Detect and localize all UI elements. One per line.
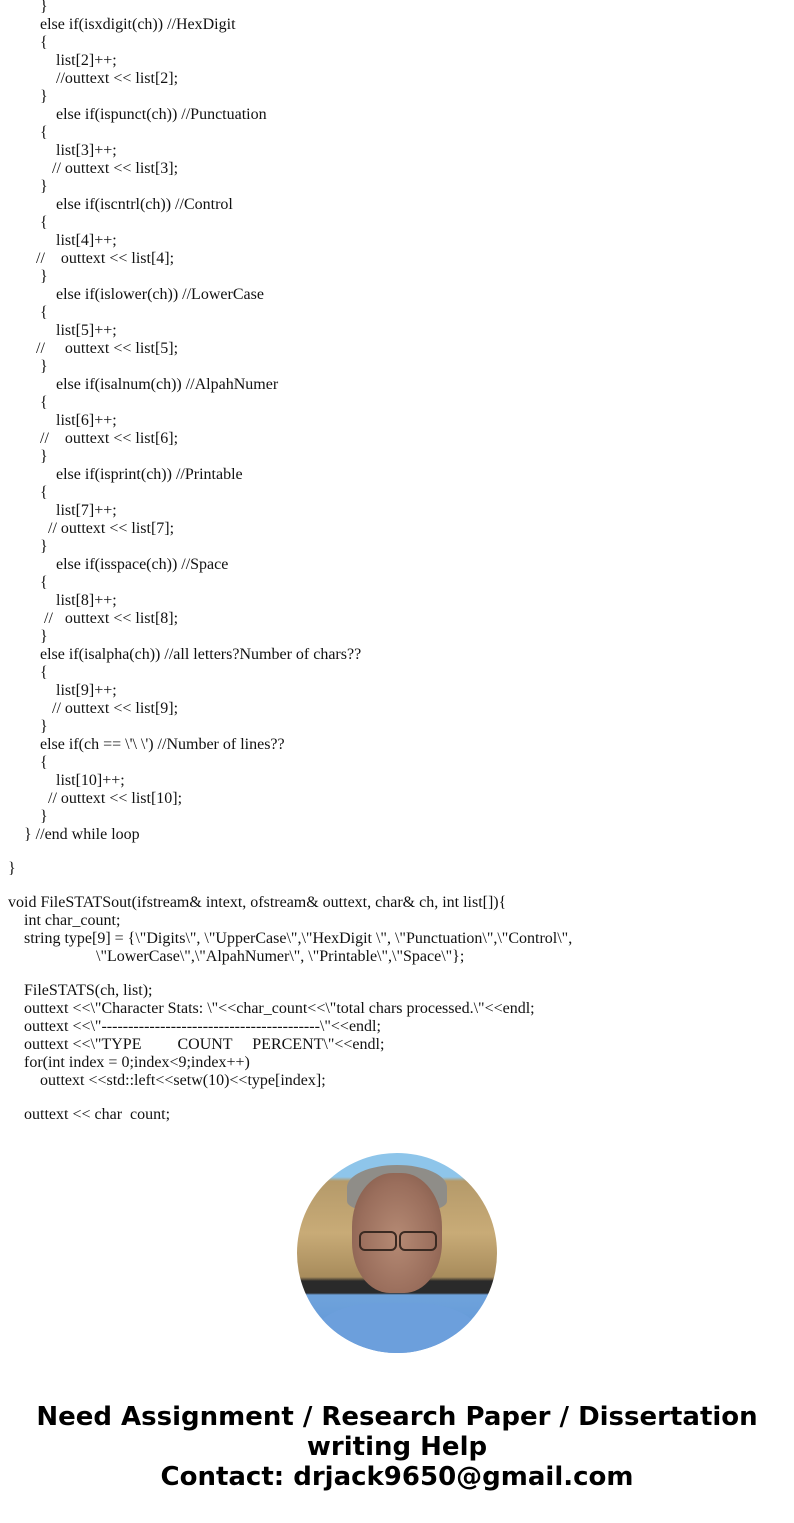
code-line: // outtext << list[9];: [52, 700, 179, 717]
code-line: list[4]++;: [56, 232, 117, 249]
avatar-shirt: [317, 1303, 477, 1353]
code-line: }: [40, 628, 48, 645]
code-line: else if(isxdigit(ch)) //HexDigit: [40, 16, 236, 33]
code-line: {: [40, 304, 48, 321]
author-avatar: [297, 1153, 497, 1353]
code-line: }: [40, 808, 48, 825]
code-line: {: [40, 394, 48, 411]
code-line: void FileSTATSout(ifstream& intext, ofstream& outtext, char& ch, int list[]){: [8, 894, 507, 911]
code-line: }: [40, 358, 48, 375]
code-line: outtext <<\"Character Stats: \"<<char_count<<\"total chars processed.\"<<endl;: [24, 1000, 535, 1017]
avatar-glasses: [357, 1231, 437, 1249]
code-line: // outtext << list[6];: [40, 430, 179, 447]
code-line: }: [40, 88, 48, 105]
code-line: outtext <<std::left<<setw(10)<<type[index];: [40, 1072, 326, 1089]
code-line: // outtext << list[3];: [52, 160, 179, 177]
banner-line-1: Need Assignment / Research Paper / Dissertation: [36, 1402, 758, 1432]
code-line: list[5]++;: [56, 322, 117, 339]
code-line: int char_count;: [24, 912, 121, 929]
code-line: else if(ispunct(ch)) //Punctuation: [56, 106, 267, 123]
code-line: FileSTATS(ch, list);: [24, 982, 153, 999]
code-line: // outtext << list[10];: [48, 790, 183, 807]
code-line: outtext <<\"-----------------------------------------\"<<endl;: [24, 1018, 381, 1035]
code-line: else if(isspace(ch)) //Space: [56, 556, 229, 573]
code-line: outtext << char count;: [24, 1106, 171, 1123]
code-line: string type[9] = {\"Digits\", \"UpperCase\",\"HexDigit \", \"Punctuation\",\"Control\",: [24, 930, 573, 947]
code-line: {: [40, 34, 48, 51]
code-line: }: [40, 448, 48, 465]
code-line: }: [40, 718, 48, 735]
code-line: {: [40, 664, 48, 681]
code-line: // outtext << list[5];: [36, 340, 179, 357]
banner-line-3: Contact: drjack9650@gmail.com: [160, 1462, 634, 1492]
code-line: else if(isprint(ch)) //Printable: [56, 466, 243, 483]
code-line: else if(iscntrl(ch)) //Control: [56, 196, 233, 213]
contact-banner: [0, 1402, 794, 1492]
code-line: {: [40, 214, 48, 231]
code-line: {: [40, 484, 48, 501]
code-line: list[7]++;: [56, 502, 117, 519]
code-line: }: [40, 268, 48, 285]
code-line: \"LowerCase\",\"AlpahNumer\", \"Printable\",\"Space\"};: [96, 948, 465, 965]
code-line: else if(ch == \'\ \') //Number of lines??: [40, 736, 285, 753]
code-line: else if(isalnum(ch)) //AlpahNumer: [56, 376, 279, 393]
code-line: }: [40, 178, 48, 195]
code-line: }: [40, 538, 48, 555]
banner-line-2: writing Help: [306, 1432, 488, 1462]
code-line: list[2]++;: [56, 52, 117, 69]
code-line: list[8]++;: [56, 592, 117, 609]
code-line: list[6]++;: [56, 412, 117, 429]
code-line: list[10]++;: [56, 772, 125, 789]
code-line: list[3]++;: [56, 142, 117, 159]
code-line: // outtext << list[8];: [44, 610, 179, 627]
code-line: } //end while loop: [24, 826, 140, 843]
code-line: //outtext << list[2];: [56, 70, 179, 87]
code-line: }: [40, 0, 48, 15]
code-line: for(int index = 0;index<9;index++): [24, 1054, 250, 1071]
code-line: }: [8, 860, 16, 877]
code-line: // outtext << list[4];: [36, 250, 175, 267]
code-line: else if(islower(ch)) //LowerCase: [56, 286, 264, 303]
code-line: else if(isalpha(ch)) //all letters?Number of chars??: [40, 646, 362, 663]
code-line: {: [40, 124, 48, 141]
code-line: list[9]++;: [56, 682, 117, 699]
code-line: outtext <<\"TYPE COUNT PERCENT\"<<endl;: [24, 1036, 385, 1053]
code-line: {: [40, 754, 48, 771]
code-line: {: [40, 574, 48, 591]
code-line: // outtext << list[7];: [48, 520, 175, 537]
